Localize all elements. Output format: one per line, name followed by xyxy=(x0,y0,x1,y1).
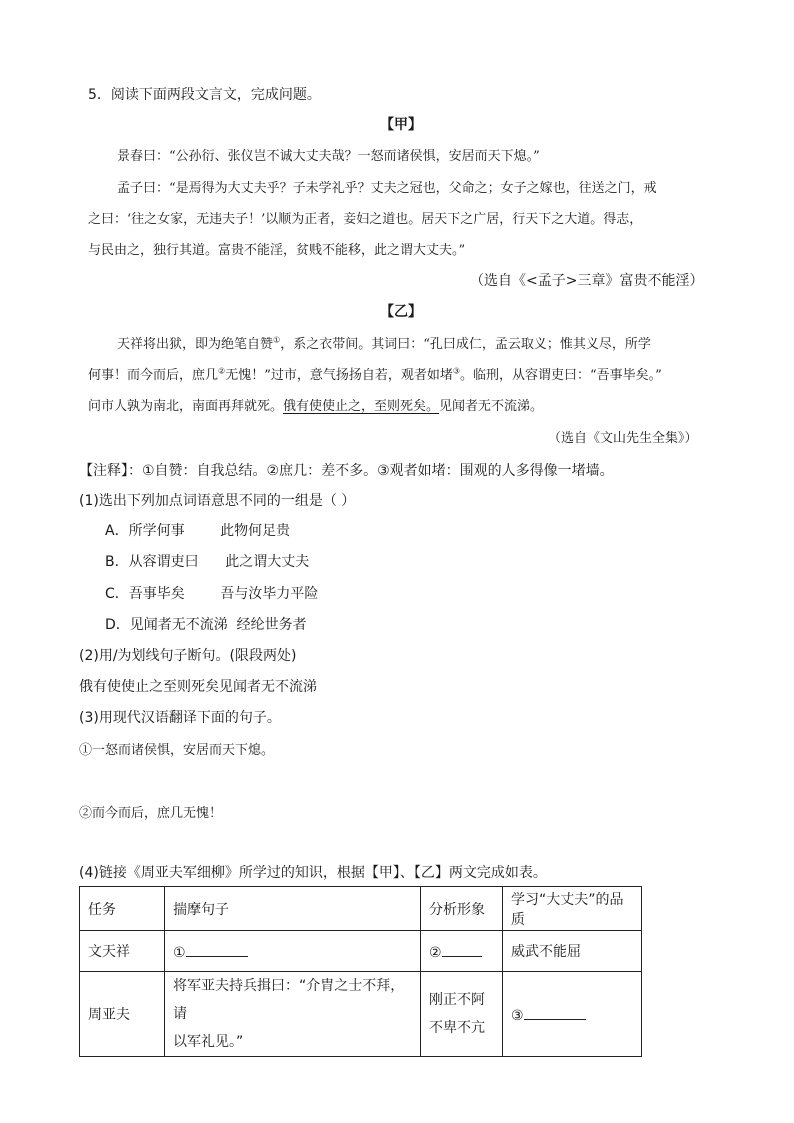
note-ref-2: ② xyxy=(218,366,226,376)
passage-b-source: （选自《文山先生全集》） xyxy=(548,431,698,446)
q2-stem: (2)用/为划线句子断句。(限段两处) xyxy=(79,648,297,664)
passage-b-line2-b: 无愧！”过市，意气扬扬自若，观者如堵 xyxy=(225,368,453,383)
row2-image-line2: 不卑不亢 xyxy=(429,1020,485,1036)
passage-a-heading: 【甲】 xyxy=(380,117,422,133)
header-quality: 学习“大丈夫”的品质 xyxy=(503,887,642,931)
q4-stem: (4)链接《周亚夫军细柳》所学过的知识，根据【甲】、【乙】两文完成如表。 xyxy=(79,865,547,881)
passage-a-p2-line1: 孟子曰：“是焉得为大丈夫乎？子未学礼乎？丈夫之冠也，父命之；女子之嫁也，往送之门，戒 xyxy=(117,181,657,196)
row2-image xyxy=(421,972,503,1057)
passage-b-line1 xyxy=(117,333,651,352)
passage-b-line1-a: 天祥将出狱，即为绝笔自赞 xyxy=(117,337,274,352)
q1-option-b[interactable]: B．从容谓吏曰 此之谓大丈夫 xyxy=(105,554,310,570)
q1-option-a[interactable]: A．所学何事 此物何足贵 xyxy=(105,523,291,539)
passage-b-line1-b: ，系之衣带间。其词曰：“孔曰成仁，孟云取义；惟其义尽，所学 xyxy=(280,337,651,352)
question-intro: 5．阅读下面两段文言文，完成问题。 xyxy=(88,87,321,103)
row1-image-num: ② xyxy=(429,944,442,961)
q1-option-c[interactable]: C．吾事毕矣 吾与汝毕力平险 xyxy=(105,586,319,602)
row2-image-line1: 刚正不阿 xyxy=(429,992,485,1008)
passage-b-heading: 【乙】 xyxy=(380,304,422,320)
row1-sentence-cell[interactable] xyxy=(165,931,421,972)
passage-a-p1: 景春曰：“公孙衍、张仪岂不诚大丈夫哉？一怒而诸侯惧，安居而天下熄。” xyxy=(117,149,540,164)
header-image: 分析形象 xyxy=(421,887,503,931)
header-sentence: 揣摩句子 xyxy=(165,887,421,931)
q2-sentence: 俄有使使止之至则死矣见闻者无不流涕 xyxy=(79,679,317,695)
passage-b-line3 xyxy=(88,395,543,414)
passage-b-line3-b: 见闻者无不流涕。 xyxy=(439,399,544,414)
row2-name: 周亚夫 xyxy=(80,972,165,1057)
row2-quality-cell[interactable] xyxy=(503,972,642,1057)
row1-image-cell[interactable] xyxy=(421,931,503,972)
passage-a-p2-line2: 之曰：‘往之女家，无违夫子！’以顺为正者，妾妇之道也。居天下之广居，行天下之大道。得志， xyxy=(88,212,643,227)
row2-sentence-line2: 以军礼见。” xyxy=(173,1034,244,1050)
passage-b-line2 xyxy=(88,364,662,383)
passage-b-line2-c: 。临刑，从容谓吏曰：“吾事毕矣。” xyxy=(460,368,662,383)
q1-stem: (1)选出下列加点词语意思不同的一组是（ ） xyxy=(79,493,356,509)
passage-b-line3-a: 问市人孰为南北，南面再拜就死。 xyxy=(88,399,284,414)
note-ref-1: ① xyxy=(273,335,281,345)
q1-option-d[interactable]: D．见闻者无不流涕 经纶世务者 xyxy=(105,617,307,633)
q3-sentence-2: ②而今而后，庶几无愧！ xyxy=(79,806,223,821)
row1-name: 文天祥 xyxy=(80,931,165,972)
q4-table xyxy=(79,886,642,1057)
notes: 【注释】：①自赞：自我总结。②庶几：差不多。③观者如堵：围观的人多得像一堵墙。 xyxy=(79,463,614,479)
passage-b-line2-a: 何事！而今而后，庶几 xyxy=(88,368,219,383)
row2-quality-num: ③ xyxy=(511,1007,524,1024)
table-header-row xyxy=(80,887,642,931)
row2-sentence-line1: 将军亚夫持兵揖曰：“介胄之士不拜，请 xyxy=(173,978,405,1022)
table-row xyxy=(80,931,642,972)
answer-blank-3[interactable] xyxy=(524,1005,586,1020)
header-task: 任务 xyxy=(80,887,165,931)
q3-sentence-1: ①一怒而诸侯惧，安居而天下熄。 xyxy=(79,743,275,758)
passage-a-p2-line3: 与民由之，独行其道。富贵不能淫，贫贱不能移，此之谓大丈夫。” xyxy=(88,243,466,258)
q3-stem: (3)用现代汉语翻译下面的句子。 xyxy=(79,710,281,726)
row2-sentence xyxy=(165,972,421,1057)
passage-a-source: （选自《<孟子>三章》富贵不能淫） xyxy=(470,273,704,289)
table-row xyxy=(80,972,642,1057)
note-ref-3: ③ xyxy=(452,366,461,376)
answer-blank-1[interactable] xyxy=(186,942,248,957)
row1-quality: 威武不能屈 xyxy=(503,931,642,972)
answer-blank-2[interactable] xyxy=(442,942,482,957)
underlined-sentence: 俄有使使止之，至则死矣。 xyxy=(283,399,440,414)
row1-sentence-num: ① xyxy=(173,944,186,961)
